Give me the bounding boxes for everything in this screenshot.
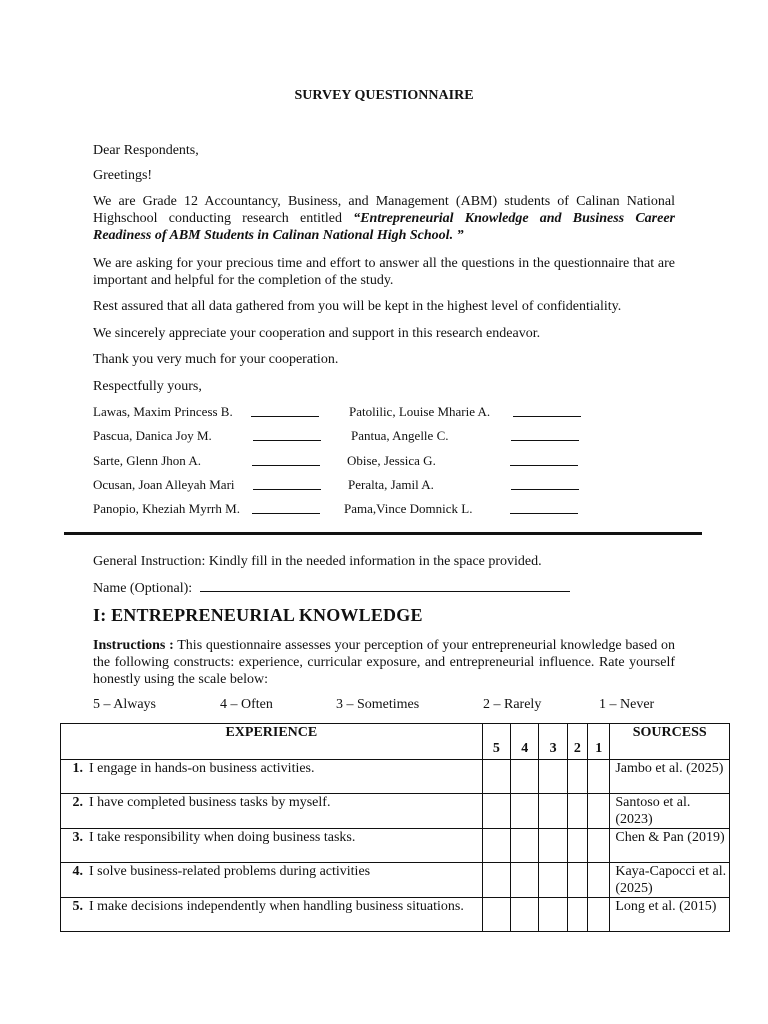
- rating-cell[interactable]: [588, 829, 610, 863]
- source-cell: Santoso et al. (2023): [610, 794, 730, 829]
- scale-item: 1 – Never: [599, 697, 655, 712]
- researcher-name: Panopio, Kheziah Myrrh M.: [93, 501, 240, 516]
- researcher-name: Obise, Jessica G.: [347, 453, 436, 468]
- rating-cell[interactable]: [567, 829, 587, 863]
- page-title: SURVEY QUESTIONNAIRE: [294, 88, 474, 103]
- source-cell: Jambo et al. (2025): [610, 760, 730, 794]
- rating-cell[interactable]: [588, 794, 610, 829]
- header-rating-5: 5: [482, 724, 510, 760]
- rating-scale: [93, 697, 693, 715]
- item-statement: I have completed business tasks by myself.: [89, 795, 331, 810]
- rating-cell[interactable]: [482, 760, 510, 794]
- item-number: 1.: [72, 761, 83, 776]
- statement-cell: [61, 863, 483, 898]
- researcher-name: Patolilic, Louise Mharie A.: [349, 404, 491, 419]
- instructions-paragraph: [93, 637, 675, 688]
- header-rating-2: 2: [567, 724, 587, 760]
- name-label: Name (Optional):: [93, 581, 193, 596]
- study-title: “Entrepreneurial Knowledge and Business Career Readiness of ABM Students in Calinan National High School. ”: [93, 211, 675, 243]
- scale-item: 5 – Always: [93, 697, 156, 712]
- rating-cell[interactable]: [511, 863, 539, 898]
- intro-paragraph: [93, 193, 675, 244]
- rating-cell[interactable]: [567, 863, 587, 898]
- scale-item: 3 – Sometimes: [336, 697, 420, 712]
- table-header-row: [61, 724, 730, 760]
- researcher-row: [93, 404, 593, 422]
- rating-cell[interactable]: [511, 829, 539, 863]
- header-rating-4: 4: [511, 724, 539, 760]
- rating-cell[interactable]: [539, 829, 567, 863]
- statement-cell: [61, 794, 483, 829]
- item-statement: I engage in hands-on business activities.: [89, 761, 315, 776]
- rating-cell[interactable]: [588, 898, 610, 932]
- researcher-row: [93, 501, 593, 519]
- source-cell: Kaya-Capocci et al. (2025): [610, 863, 730, 898]
- statement-cell: [61, 760, 483, 794]
- rating-cell[interactable]: [539, 760, 567, 794]
- table-row: [61, 760, 730, 794]
- header-rating-1: 1: [588, 724, 610, 760]
- rating-cell[interactable]: [539, 794, 567, 829]
- researcher-row: [93, 477, 593, 495]
- statement-cell: [61, 898, 483, 932]
- rating-cell[interactable]: [511, 898, 539, 932]
- rating-cell[interactable]: [482, 863, 510, 898]
- item-statement: I make decisions independently when handling business situations.: [89, 899, 464, 914]
- name-field-row: [93, 579, 675, 597]
- rating-cell[interactable]: [567, 898, 587, 932]
- researcher-name: Pantua, Angelle C.: [351, 428, 449, 443]
- item-number: 5.: [72, 899, 83, 914]
- item-statement: I solve business-related problems during activities: [89, 864, 371, 879]
- header-rating-3: 3: [539, 724, 567, 760]
- rating-cell[interactable]: [539, 863, 567, 898]
- rating-cell[interactable]: [482, 898, 510, 932]
- instructions-text: This questionnaire assesses your perception of your entrepreneurial knowledge based on the following constructs: experience, curricular exposure, and entrepreneurial influence. Rate yourself honestly using the scale below:: [93, 638, 675, 687]
- header-experience: EXPERIENCE: [61, 724, 483, 760]
- researcher-row: [93, 453, 593, 471]
- general-instruction: General Instruction: Kindly fill in the needed information in the space provided.: [93, 554, 542, 569]
- experience-table: [60, 723, 730, 932]
- instructions-label: Instructions :: [93, 638, 174, 653]
- rating-cell[interactable]: [588, 760, 610, 794]
- scale-item: 4 – Often: [220, 697, 273, 712]
- rating-cell[interactable]: [482, 829, 510, 863]
- rating-cell[interactable]: [567, 760, 587, 794]
- researcher-row: [93, 428, 593, 446]
- rating-cell[interactable]: [482, 794, 510, 829]
- request-paragraph: We are asking for your precious time and effort to answer all the questions in the questionnaire that are important and helpful for the completion of the study.: [93, 256, 675, 288]
- name-input-line[interactable]: [200, 579, 570, 592]
- rating-cell[interactable]: [511, 760, 539, 794]
- rating-cell[interactable]: [511, 794, 539, 829]
- table-row: [61, 794, 730, 829]
- researcher-name: Peralta, Jamil A.: [348, 477, 434, 492]
- rating-cell[interactable]: [539, 898, 567, 932]
- source-cell: Chen & Pan (2019): [610, 829, 730, 863]
- salutation: Dear Respondents,: [93, 143, 199, 158]
- intro-lead: We are Grade 12 Accountancy, Business, and Management (ABM) students of Calinan National Highschool conducting research entitled: [93, 194, 675, 226]
- rating-cell[interactable]: [588, 863, 610, 898]
- closing: Respectfully yours,: [93, 379, 202, 394]
- statement-cell: [61, 829, 483, 863]
- table-row: [61, 863, 730, 898]
- confidentiality-paragraph: Rest assured that all data gathered from you will be kept in the highest level of confidentiality.: [93, 299, 622, 314]
- researcher-name: Ocusan, Joan Alleyah Mari: [93, 477, 235, 492]
- researcher-name: Pascua, Danica Joy M.: [93, 428, 212, 443]
- source-cell: Long et al. (2015): [610, 898, 730, 932]
- greeting: Greetings!: [93, 168, 153, 183]
- table-row: [61, 898, 730, 932]
- appreciation-paragraph: We sincerely appreciate your cooperation and support in this research endeavor.: [93, 326, 541, 341]
- header-sources: SOURCESS: [610, 724, 730, 760]
- item-number: 3.: [72, 830, 83, 845]
- signature-line: [251, 404, 319, 417]
- section-heading: I: ENTREPRENEURIAL KNOWLEDGE: [93, 605, 423, 625]
- researcher-name: Sarte, Glenn Jhon A.: [93, 453, 201, 468]
- item-number: 4.: [72, 864, 83, 879]
- section-divider: [64, 532, 702, 535]
- thanks-paragraph: Thank you very much for your cooperation.: [93, 352, 339, 367]
- scale-item: 2 – Rarely: [483, 697, 542, 712]
- researcher-name: Lawas, Maxim Princess B.: [93, 404, 233, 419]
- researcher-name: Pama,Vince Domnick L.: [344, 501, 473, 516]
- table-row: [61, 829, 730, 863]
- item-number: 2.: [72, 795, 83, 810]
- rating-cell[interactable]: [567, 794, 587, 829]
- item-statement: I take responsibility when doing business tasks.: [89, 830, 356, 845]
